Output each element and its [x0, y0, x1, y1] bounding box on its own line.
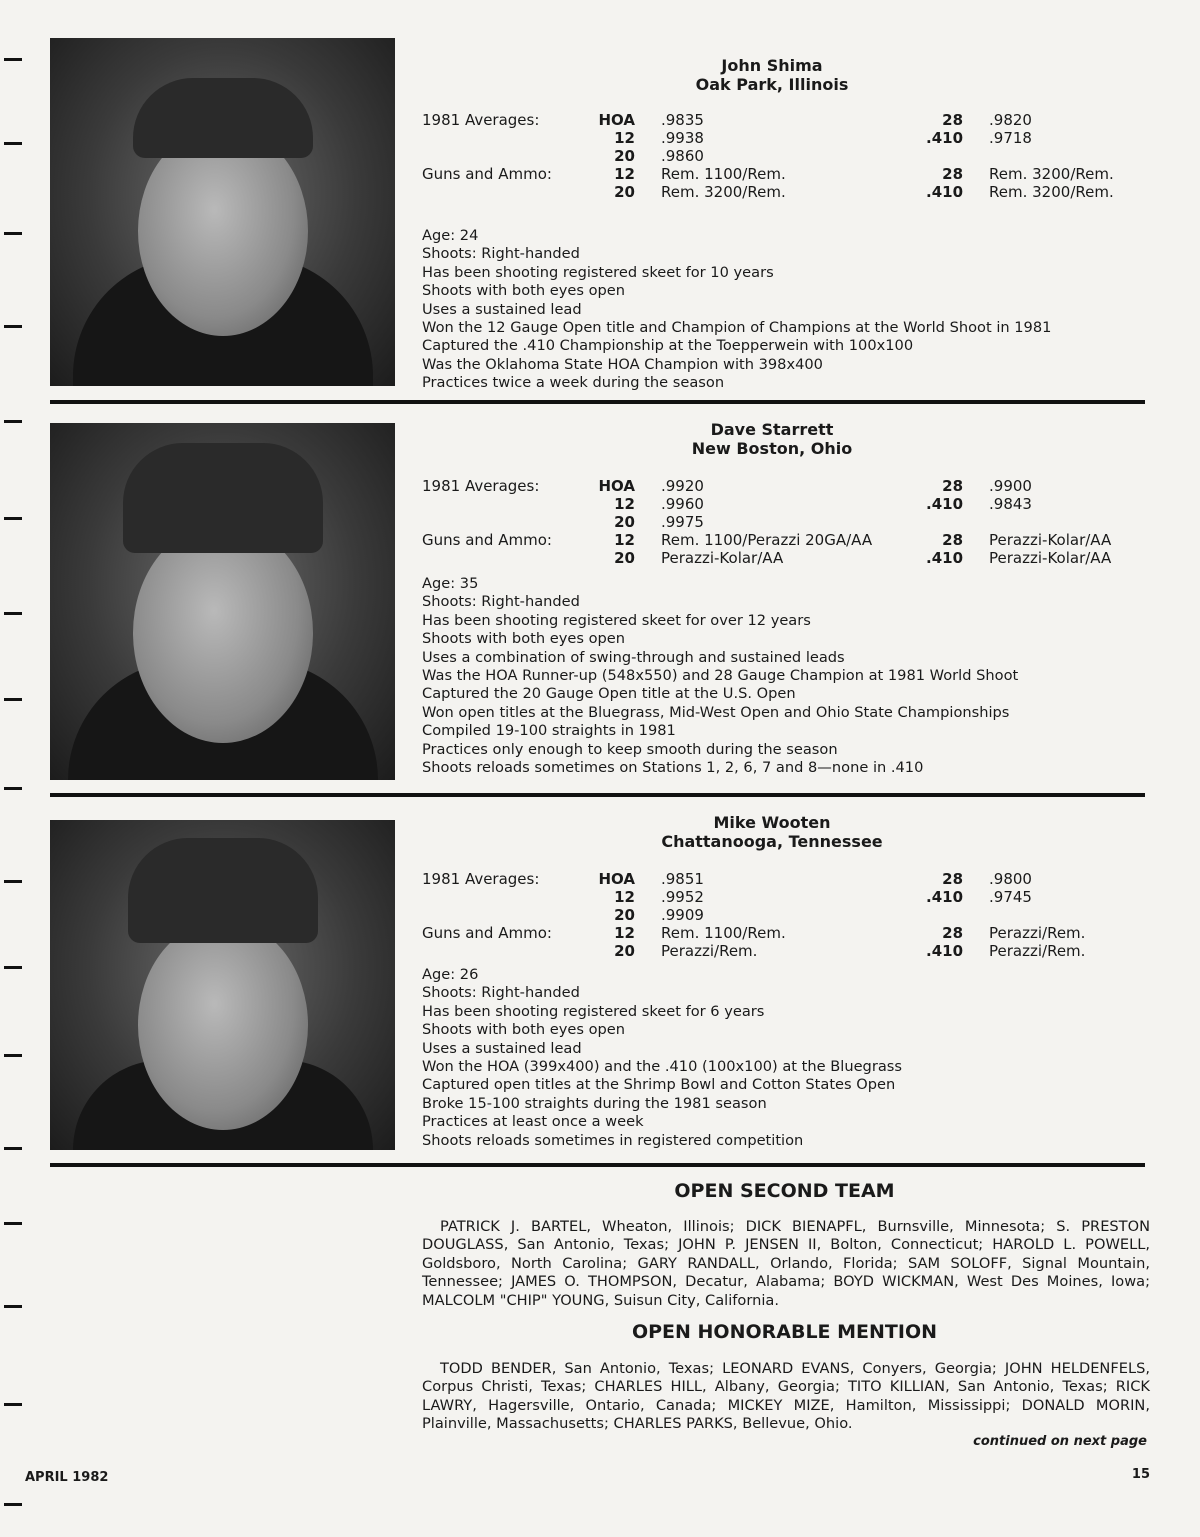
- fact-line: Shoots with both eyes open: [422, 630, 625, 648]
- gun-value: Perazzi-Kolar/AA: [989, 549, 1112, 567]
- profile-location: New Boston, Ohio: [691, 439, 853, 458]
- gauge-label: HOA: [598, 870, 635, 888]
- fact-list: [422, 227, 1162, 393]
- fact-line: Broke 15-100 straights during the 1981 season: [422, 1094, 767, 1112]
- margin-tick: [4, 1403, 22, 1406]
- gauge-label: 12: [614, 165, 635, 183]
- fact-line: Practices only enough to keep smooth during the season: [422, 740, 838, 758]
- margin-tick: [4, 612, 22, 615]
- gauge-label: 20: [614, 513, 635, 531]
- gauge-label: 12: [614, 924, 635, 942]
- gauge-label: .410: [926, 549, 964, 567]
- stats-table: [422, 477, 1111, 567]
- gauge-label: HOA: [598, 477, 635, 495]
- fact-line: Captured open titles at the Shrimp Bowl and Cotton States Open: [422, 1076, 896, 1094]
- fact-line: Age: 35: [422, 575, 479, 592]
- average-value: .9843: [989, 495, 1032, 513]
- gauge-label: 28: [942, 477, 964, 495]
- average-value: .9938: [661, 129, 704, 147]
- gun-value: Perazzi-Kolar/AA: [661, 549, 784, 567]
- profile-entry: [422, 813, 1162, 1150]
- margin-tick: [4, 1147, 22, 1150]
- portrait-photo: [50, 423, 395, 780]
- gauge-label: .410: [926, 495, 964, 513]
- fact-line: Won the HOA (399x400) and the .410 (100x100) at the Bluegrass: [422, 1058, 902, 1076]
- average-value: .9975: [661, 513, 704, 531]
- margin-tick: [4, 787, 22, 790]
- second-team-title: OPEN SECOND TEAM: [674, 1180, 895, 1202]
- honorable-mention-title: OPEN HONORABLE MENTION: [631, 1321, 938, 1343]
- gauge-label: 20: [614, 183, 635, 201]
- fact-line: Has been shooting registered skeet for 10 years: [422, 263, 774, 281]
- gauge-label: 28: [942, 870, 964, 888]
- gun-value: Perazzi/Rem.: [989, 924, 1086, 942]
- fact-line: Won the 12 Gauge Open title and Champion of Champions at the World Shoot in 1981: [422, 319, 1052, 337]
- fact-line: Captured the .410 Championship at the Toepperwein with 100x100: [422, 337, 914, 355]
- portrait-photo: [50, 820, 395, 1150]
- margin-tick: [4, 966, 22, 969]
- fact-list: [422, 575, 1162, 777]
- gauge-label: .410: [926, 129, 964, 147]
- average-value: .9745: [989, 888, 1032, 906]
- section-divider: [50, 793, 1145, 797]
- averages-label: 1981 Averages:: [422, 477, 540, 495]
- average-value: .9952: [661, 888, 704, 906]
- margin-tick: [4, 142, 22, 145]
- gauge-label: HOA: [598, 111, 635, 129]
- honorable-mention-list: TODD BENDER, San Antonio, Texas; LEONARD EVANS, Conyers, Georgia; JOHN HELDENFELS, Corpus Christi, Texas; CHARLES HILL, Albany, Georgia; TITO KILLIAN, San Antonio, Texas; RICK LAWRY, Hagersville, Ontario, Canada; MICKEY MIZE, Hamilton, Mississippi; DONALD MORIN, Plainville, Massachusetts; CHARLES PARKS, Bellevue, Ohio.: [422, 1360, 1150, 1433]
- stats-table: [422, 870, 1085, 960]
- gauge-label: .410: [926, 183, 964, 201]
- average-value: .9851: [661, 870, 704, 888]
- fact-line: Compiled 19-100 straights in 1981: [422, 722, 676, 740]
- average-value: .9835: [661, 111, 704, 129]
- fact-line: Practices twice a week during the season: [422, 374, 725, 392]
- fact-line: Was the Oklahoma State HOA Champion with 398x400: [422, 355, 823, 373]
- fact-line: Was the HOA Runner-up (548x550) and 28 Gauge Champion at 1981 World Shoot: [422, 667, 1019, 685]
- issue-date: APRIL 1982: [25, 1470, 109, 1485]
- averages-label: 1981 Averages:: [422, 870, 540, 888]
- section-divider: [50, 400, 1145, 404]
- profile-name: John Shima: [721, 56, 823, 75]
- fact-line: Has been shooting registered skeet for 6 years: [422, 1002, 765, 1020]
- gun-value: Perazzi-Kolar/AA: [989, 531, 1112, 549]
- fact-line: Age: 24: [422, 227, 479, 244]
- stats-table: [422, 111, 1114, 201]
- profile-name: Dave Starrett: [710, 420, 834, 439]
- margin-tick: [4, 1054, 22, 1057]
- gauge-label: .410: [926, 942, 964, 960]
- fact-line: Shoots reloads sometimes on Stations 1, 2, 6, 7 and 8—none in .410: [422, 759, 924, 777]
- profile-location: Chattanooga, Tennessee: [661, 832, 883, 851]
- margin-tick: [4, 517, 22, 520]
- gun-value: Rem. 1100/Perazzi 20GA/AA: [661, 531, 873, 549]
- gauge-label: 28: [942, 111, 964, 129]
- gun-value: Rem. 3200/Rem.: [989, 183, 1114, 201]
- portrait-photo: [50, 38, 395, 386]
- margin-tick: [4, 232, 22, 235]
- gauge-label: 12: [614, 531, 635, 549]
- margin-tick: [4, 698, 22, 701]
- margin-tick: [4, 880, 22, 883]
- margin-tick: [4, 1503, 22, 1506]
- margin-tick: [4, 325, 22, 328]
- gun-value: Rem. 3200/Rem.: [989, 165, 1114, 183]
- fact-line: Won open titles at the Bluegrass, Mid-West Open and Ohio State Championships: [422, 703, 1010, 721]
- margin-tick: [4, 1305, 22, 1308]
- fact-line: Has been shooting registered skeet for over 12 years: [422, 611, 811, 629]
- section-divider: [50, 1163, 1145, 1167]
- gauge-label: 28: [942, 924, 964, 942]
- gauge-label: 12: [614, 888, 635, 906]
- gun-value: Rem. 1100/Rem.: [661, 924, 786, 942]
- profile-location: Oak Park, Illinois: [695, 75, 849, 94]
- gun-value: Rem. 3200/Rem.: [661, 183, 786, 201]
- fact-line: Uses a sustained lead: [422, 300, 582, 318]
- average-value: .9900: [989, 477, 1032, 495]
- average-value: .9909: [661, 906, 704, 924]
- gauge-label: 20: [614, 549, 635, 567]
- fact-line: Shoots reloads sometimes in registered competition: [422, 1131, 804, 1149]
- fact-line: Shoots with both eyes open: [422, 282, 625, 300]
- fact-line: Uses a combination of swing-through and sustained leads: [422, 648, 845, 666]
- average-value: .9960: [661, 495, 704, 513]
- gun-value: Rem. 1100/Rem.: [661, 165, 786, 183]
- gauge-label: 28: [942, 165, 964, 183]
- guns-label: Guns and Ammo:: [422, 924, 552, 942]
- fact-line: Age: 26: [422, 966, 479, 983]
- average-value: .9860: [661, 147, 704, 165]
- gauge-label: 20: [614, 942, 635, 960]
- guns-label: Guns and Ammo:: [422, 165, 552, 183]
- gauge-label: 20: [614, 906, 635, 924]
- continued-note: continued on next page: [973, 1434, 1147, 1449]
- profile-name: Mike Wooten: [713, 813, 831, 832]
- margin-tick: [4, 420, 22, 423]
- fact-list: [422, 966, 1162, 1150]
- gauge-label: .410: [926, 888, 964, 906]
- margin-tick: [4, 58, 22, 61]
- fact-line: Captured the 20 Gauge Open title at the U.S. Open: [422, 685, 796, 703]
- profile-entry: [422, 56, 1162, 393]
- averages-label: 1981 Averages:: [422, 111, 540, 129]
- gauge-label: 12: [614, 495, 635, 513]
- average-value: .9718: [989, 129, 1032, 147]
- guns-label: Guns and Ammo:: [422, 531, 552, 549]
- fact-line: Shoots: Right-handed: [422, 245, 580, 263]
- fact-line: Shoots: Right-handed: [422, 984, 580, 1002]
- second-team-list: PATRICK J. BARTEL, Wheaton, Illinois; DICK BIENAPFL, Burnsville, Minnesota; S. PRESTON DOUGLASS, San Antonio, Texas; JOHN P. JENSEN II, Bolton, Connecticut; HAROLD L. POWELL, Goldsboro, North Carolina; GARY RANDALL, Orlando, Florida; SAM SOLOFF, Signal Mountain, Tennessee; JAMES O. THOMPSON, Decatur, Alabama; BOYD WICKMAN, West Des Moines, Iowa; MALCOLM "CHIP" YOUNG, Suisun City, California.: [422, 1218, 1150, 1309]
- page-number: 15: [1131, 1467, 1150, 1482]
- gun-value: Perazzi/Rem.: [989, 942, 1086, 960]
- average-value: .9920: [661, 477, 704, 495]
- fact-line: Uses a sustained lead: [422, 1039, 582, 1057]
- fact-line: Shoots: Right-handed: [422, 593, 580, 611]
- fact-line: Shoots with both eyes open: [422, 1021, 625, 1039]
- average-value: .9820: [989, 111, 1032, 129]
- margin-tick: [4, 1222, 22, 1225]
- average-value: .9800: [989, 870, 1032, 888]
- profile-entry: [422, 420, 1162, 777]
- gauge-label: 28: [942, 531, 964, 549]
- gauge-label: 20: [614, 147, 635, 165]
- fact-line: Practices at least once a week: [422, 1113, 644, 1131]
- gauge-label: 12: [614, 129, 635, 147]
- gun-value: Perazzi/Rem.: [661, 942, 758, 960]
